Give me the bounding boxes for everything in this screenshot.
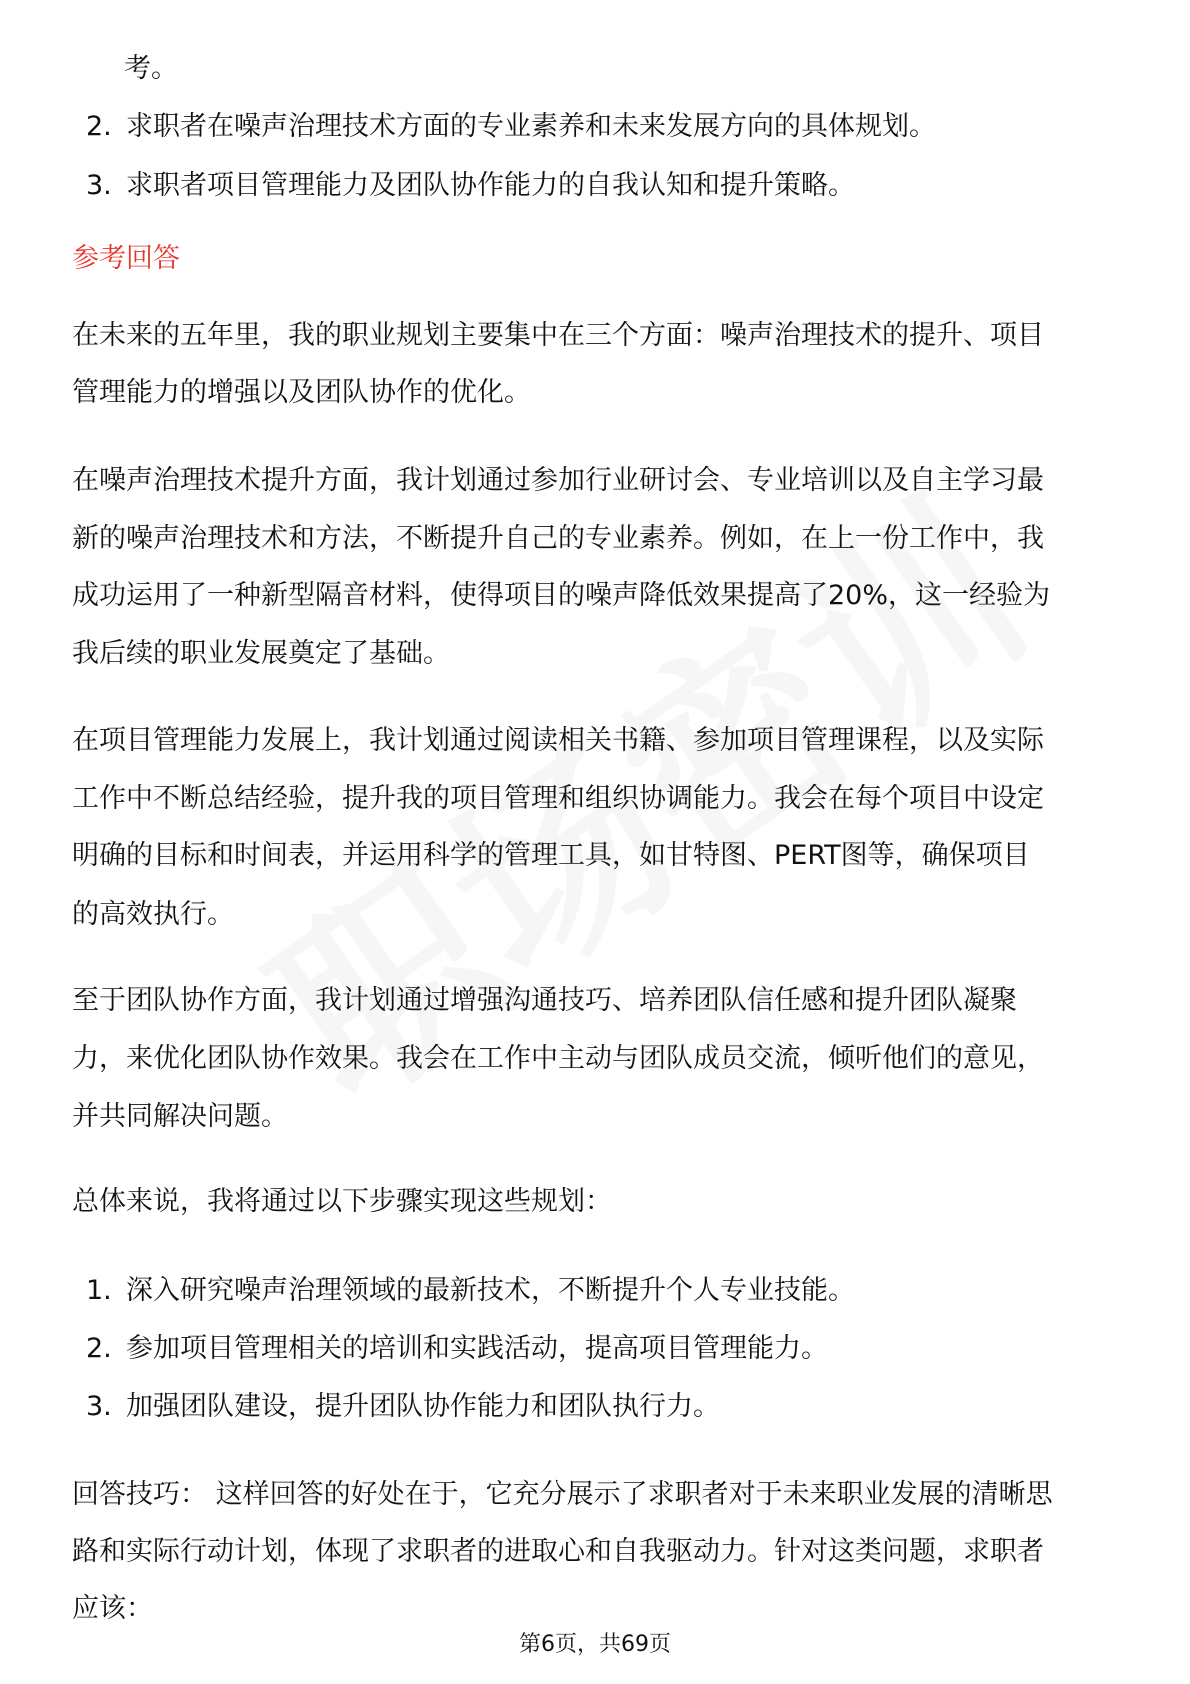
list-number: 2. — [86, 111, 112, 142]
paragraph-line: 新的噪声治理技术和方法，不断提升自己的专业素养。例如，在上一份工作中，我 — [72, 523, 1044, 554]
paragraph-line: 力，来优化团队协作效果。我会在工作中主动与团队成员交流，倾听他们的意见， — [72, 1043, 1044, 1074]
paragraph-line: 管理能力的增强以及团队协作的优化。 — [72, 377, 531, 408]
step-item — [86, 1390, 720, 1424]
paragraph-line: 的高效执行。 — [72, 899, 234, 930]
list-text: 求职者在噪声治理技术方面的专业素养和未来发展方向的具体规划。 — [126, 111, 936, 142]
answer-heading: 参考回答 — [72, 243, 180, 274]
step-number: 3. — [86, 1391, 112, 1422]
list-continuation: 考。 — [124, 53, 178, 84]
tips-line: 回答技巧： 这样回答的好处在于，它充分展示了求职者对于未来职业发展的清晰思 — [72, 1479, 1053, 1510]
step-text: 参加项目管理相关的培训和实践活动，提高项目管理能力。 — [126, 1333, 828, 1364]
paragraph-line: 并共同解决问题。 — [72, 1101, 288, 1132]
tips-line: 应该： — [72, 1593, 153, 1624]
paragraph-line: 成功运用了一种新型隔音材料，使得项目的噪声降低效果提高了20%，这一经验为 — [72, 580, 1051, 611]
step-number: 1. — [86, 1275, 112, 1306]
list-item — [86, 169, 855, 203]
list-item — [86, 110, 936, 144]
step-text: 加强团队建设，提升团队协作能力和团队执行力。 — [126, 1391, 720, 1422]
paragraph-line: 工作中不断总结经验，提升我的项目管理和组织协调能力。我会在每个项目中设定 — [72, 783, 1044, 814]
paragraph-line: 至于团队协作方面，我计划通过增强沟通技巧、培养团队信任感和提升团队凝聚 — [72, 985, 1017, 1016]
step-item — [86, 1332, 828, 1366]
step-item — [86, 1274, 855, 1308]
paragraph-line: 我后续的职业发展奠定了基础。 — [72, 638, 450, 669]
paragraph-line: 在项目管理能力发展上，我计划通过阅读相关书籍、参加项目管理课程，以及实际 — [72, 725, 1044, 756]
tips-line: 路和实际行动计划，体现了求职者的进取心和自我驱动力。针对这类问题，求职者 — [72, 1536, 1044, 1567]
step-number: 2. — [86, 1333, 112, 1364]
list-text: 求职者项目管理能力及团队协作能力的自我认知和提升策略。 — [126, 170, 855, 201]
paragraph-line: 明确的目标和时间表，并运用科学的管理工具，如甘特图、PERT图等，确保项目 — [72, 840, 1030, 871]
paragraph-line: 在噪声治理技术提升方面，我计划通过参加行业研讨会、专业培训以及自主学习最 — [72, 465, 1044, 496]
paragraph-line: 总体来说，我将通过以下步骤实现这些规划： — [72, 1186, 612, 1217]
paragraph-line: 在未来的五年里，我的职业规划主要集中在三个方面：噪声治理技术的提升、项目 — [72, 320, 1044, 351]
page-number: 第6页，共69页 — [519, 1632, 671, 1657]
step-text: 深入研究噪声治理领域的最新技术，不断提升个人专业技能。 — [126, 1275, 855, 1306]
list-number: 3. — [86, 170, 112, 201]
